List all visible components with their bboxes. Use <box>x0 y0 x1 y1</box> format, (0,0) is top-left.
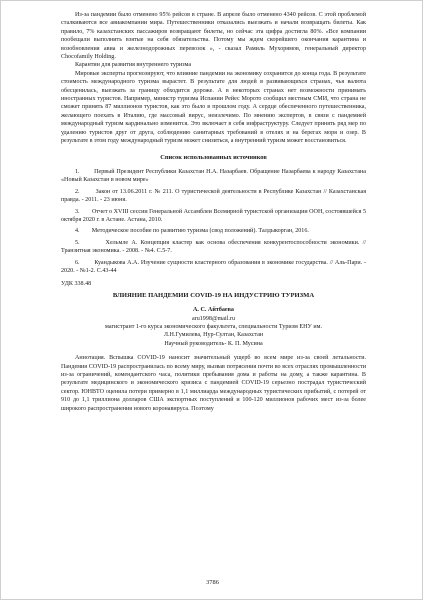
author-email: aru1998@mail.ru <box>191 315 235 322</box>
abstract-paragraph: Аннотация. Вспышка COVID-19 наносит значительный ущерб во всем мире из-за своей летальности. Пандемия COVID-19 распространилась по всему миру, вызвав потрясения почти во всех отраслях промышленности из-за ограничений, комендантского часа, политики пребывания дома и работы на дому, а также карантина. В результате медицинского и экономического кризиса с пандемией COVID-19 серьезно пострадал туристический сектор. ЮНВТО оценила потери примерно в 1,1 миллиарда международных туристических прибытий, с потерей от 910 до 1,1 триллиона долларов США экспортных поступлений и 100-120 миллионов рабочих мест из-за более широкого распространения нового коронавируса. Поэтому <box>61 355 366 412</box>
reference-item: 6. Куандыкова А.А. Изучение сущности кластерного образования в экономике государства. // Аль-Пари. - 2020. - №1-2. С.43-44 <box>61 259 366 274</box>
reference-item: 2. Закон от 13.06.2011 г. № 211. О туристической деятельности в Республике Казахстан // Казахстанская правда. - 2011. - 23 июня. <box>61 188 366 204</box>
reference-item: 5. Хельмле А. Концепция кластер как основа обеспечения конкурентоспособности экономики. // Транзитная экономика. - 2008. - №4. С.5-7. <box>61 239 366 255</box>
author-name: А. С. Айтбаева <box>193 307 234 314</box>
body-paragraph: Мировые эксперты прогнозируют, что влияние пандемии на экономику сохранится до конца года. В результате стоимость международного туризма вырастет. В результате для людей в развивающихся странах, чья валюта обесценилась, выезжать за границу обходится дороже. А в некоторых странах нет возможности принимать иностранных туристов. Например, министр туризма Испании Рейес Морото сообщил местным СМИ, что страна не сможет принять 87 миллионов туристов, как это было в прошлом году. А сердце обеспеченного путешественника, желающего поехать в Италию, где массовый вирус, неизлечимо. По мнению экспертов, в связи с пандемией международный туризм кардинально изменится. Это включает в себя инфраструктуру. Следует принять ряд мер по удалению туристов друг от друга, соблюдению санитарных требований в отелях и на берегах моря и озер. В результате в этом году международный туризм может снизиться, а внутренний туризм может восстановиться. <box>61 70 366 145</box>
page-number: 3786 <box>206 579 219 586</box>
reference-item: 3. Отчет о XVIII сессии Генеральной Ассамблеи Всемирной туристской организации ООН, состоявшейся 5 октября 2020 г. в Астане. Астана, 2010. <box>61 208 366 223</box>
article-title: ВЛИЯНИЕ ПАНДЕМИИ COVID-19 НА ИНДУСТРИЮ ТУРИЗМА <box>112 291 315 299</box>
reference-list <box>61 168 366 275</box>
section-subheading: Карантин для развития внутреннего туризма <box>75 62 192 69</box>
author-affiliation-city: Л.Н.Гумилева, Нур-Султан, Казахстан <box>163 332 264 339</box>
udk-code: УДК 338.48 <box>61 281 92 288</box>
body-paragraph: Из-за пандемии было отменено 95% рейсов в стране. В апреле было отменено 4340 рейсов. С этой проблемой сталкиваются все авиакомпании мира. Путешественники отказались выезжать и начали возвращать билеты. Как правило, 7% казахстанских пассажиров возвращают билеты, но сейчас эта цифра достигла 80%. «Все компании пообещали выполнить взятые на себя обязательства. Потому мы ждем скорейшего окончания карантина и возобновления авиа и железнодорожных перевозок », - сказал Рамиль Мухорямов, генеральный директор Chocofamily Holding. <box>61 12 366 61</box>
author-affiliation: магистрант 1-го курса экономического факультета, специальности Туризм ЕНУ им. <box>105 324 322 330</box>
reference-item: 4. Методическое пособие по развитию туризма (свод положений). Талдыкорган, 2016. <box>75 228 309 235</box>
scientific-supervisor: Научный руководитель- К. П. Мусина <box>164 340 263 347</box>
sources-heading: Список использованных источников <box>160 153 267 161</box>
reference-item: 1. Первый Президент Республики Казахстан Н.А. Назарбаев. Обращение Назарбаева к народу Казахстана «Новый Казахстан в новом мире» <box>61 168 366 184</box>
page-content <box>61 11 366 413</box>
